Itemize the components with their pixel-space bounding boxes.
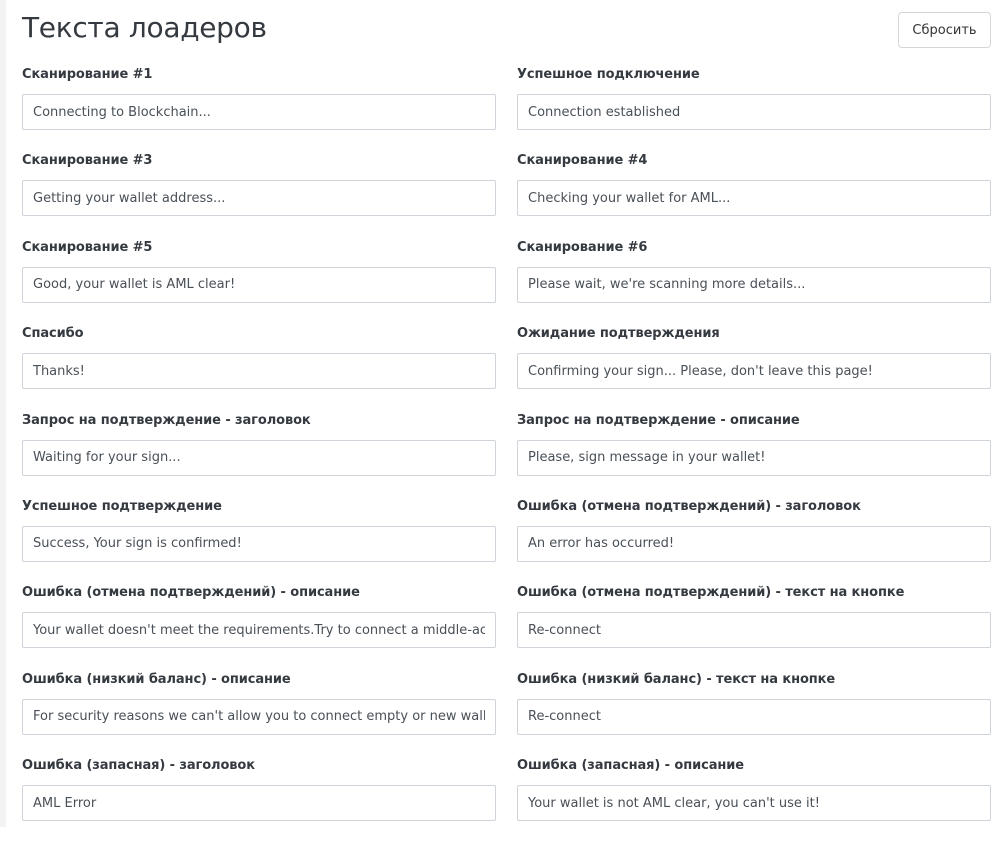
field-label: Сканирование #4 [517, 153, 648, 169]
sign-request-title-input[interactable] [22, 440, 496, 476]
field-label: Ошибка (запасная) - заголовок [22, 758, 255, 774]
field-scan-1 [22, 63, 496, 149]
field-fallback-error-description [517, 754, 991, 840]
field-label: Ошибка (отмена подтверждений) - заголовок [517, 498, 861, 514]
field-cancel-error-title [517, 495, 991, 581]
reset-button[interactable]: Сбросить [898, 12, 991, 48]
field-sign-request-description [517, 409, 991, 495]
field-scan-4 [517, 149, 991, 235]
field-cancel-error-button [517, 581, 991, 667]
scan-4-input[interactable] [517, 180, 991, 216]
field-label: Сканирование #3 [22, 153, 153, 169]
field-label: Сканирование #1 [22, 67, 153, 82]
scan-1-input[interactable] [22, 94, 496, 130]
field-label: Ошибка (низкий баланс) - текст на кнопке [517, 671, 836, 687]
field-label: Ожидание подтверждения [517, 326, 720, 342]
field-sign-success [22, 495, 496, 581]
scan-3-input[interactable] [22, 180, 496, 216]
cancel-error-description-input[interactable] [22, 612, 496, 648]
field-label: Ошибка (отмена подтверждений) - описание [22, 585, 360, 601]
connected-input[interactable] [517, 94, 991, 130]
field-scan-5 [22, 236, 496, 322]
page-title: Текста лоадеров [22, 11, 267, 44]
scan-5-input[interactable] [22, 267, 496, 303]
field-low-balance-description [22, 668, 496, 754]
field-cancel-error-description [22, 581, 496, 667]
field-label: Запрос на подтверждение - заголовок [22, 412, 311, 428]
field-scan-3 [22, 149, 496, 235]
field-sign-request-title [22, 409, 496, 495]
field-label: Успешное подключение [517, 67, 700, 82]
field-fallback-error-title [22, 754, 496, 840]
field-label: Сканирование #5 [22, 239, 153, 255]
low-balance-button-input[interactable] [517, 699, 991, 735]
field-label: Сканирование #6 [517, 239, 648, 255]
field-connected [517, 63, 991, 149]
field-scan-6 [517, 236, 991, 322]
cancel-error-button-input[interactable] [517, 612, 991, 648]
field-low-balance-button [517, 668, 991, 754]
field-label: Ошибка (запасная) - описание [517, 758, 744, 774]
awaiting-confirmation-input[interactable] [517, 353, 991, 389]
field-thanks [22, 322, 496, 408]
fallback-error-title-input[interactable] [22, 785, 496, 821]
left-edge-bar [0, 0, 6, 827]
low-balance-description-input[interactable] [22, 699, 496, 735]
fallback-error-description-input[interactable] [517, 785, 991, 821]
sign-success-input[interactable] [22, 526, 496, 562]
thanks-input[interactable] [22, 353, 496, 389]
field-label: Успешное подтверждение [22, 498, 222, 514]
field-label: Ошибка (отмена подтверждений) - текст на кнопке [517, 585, 905, 601]
field-label: Спасибо [22, 326, 84, 342]
field-label: Запрос на подтверждение - описание [517, 412, 800, 428]
cancel-error-title-input[interactable] [517, 526, 991, 562]
scan-6-input[interactable] [517, 267, 991, 303]
sign-request-description-input[interactable] [517, 440, 991, 476]
field-awaiting-confirmation [517, 322, 991, 408]
loader-texts-page [22, 0, 991, 827]
field-label: Ошибка (низкий баланс) - описание [22, 671, 291, 687]
fields-grid [22, 63, 991, 841]
